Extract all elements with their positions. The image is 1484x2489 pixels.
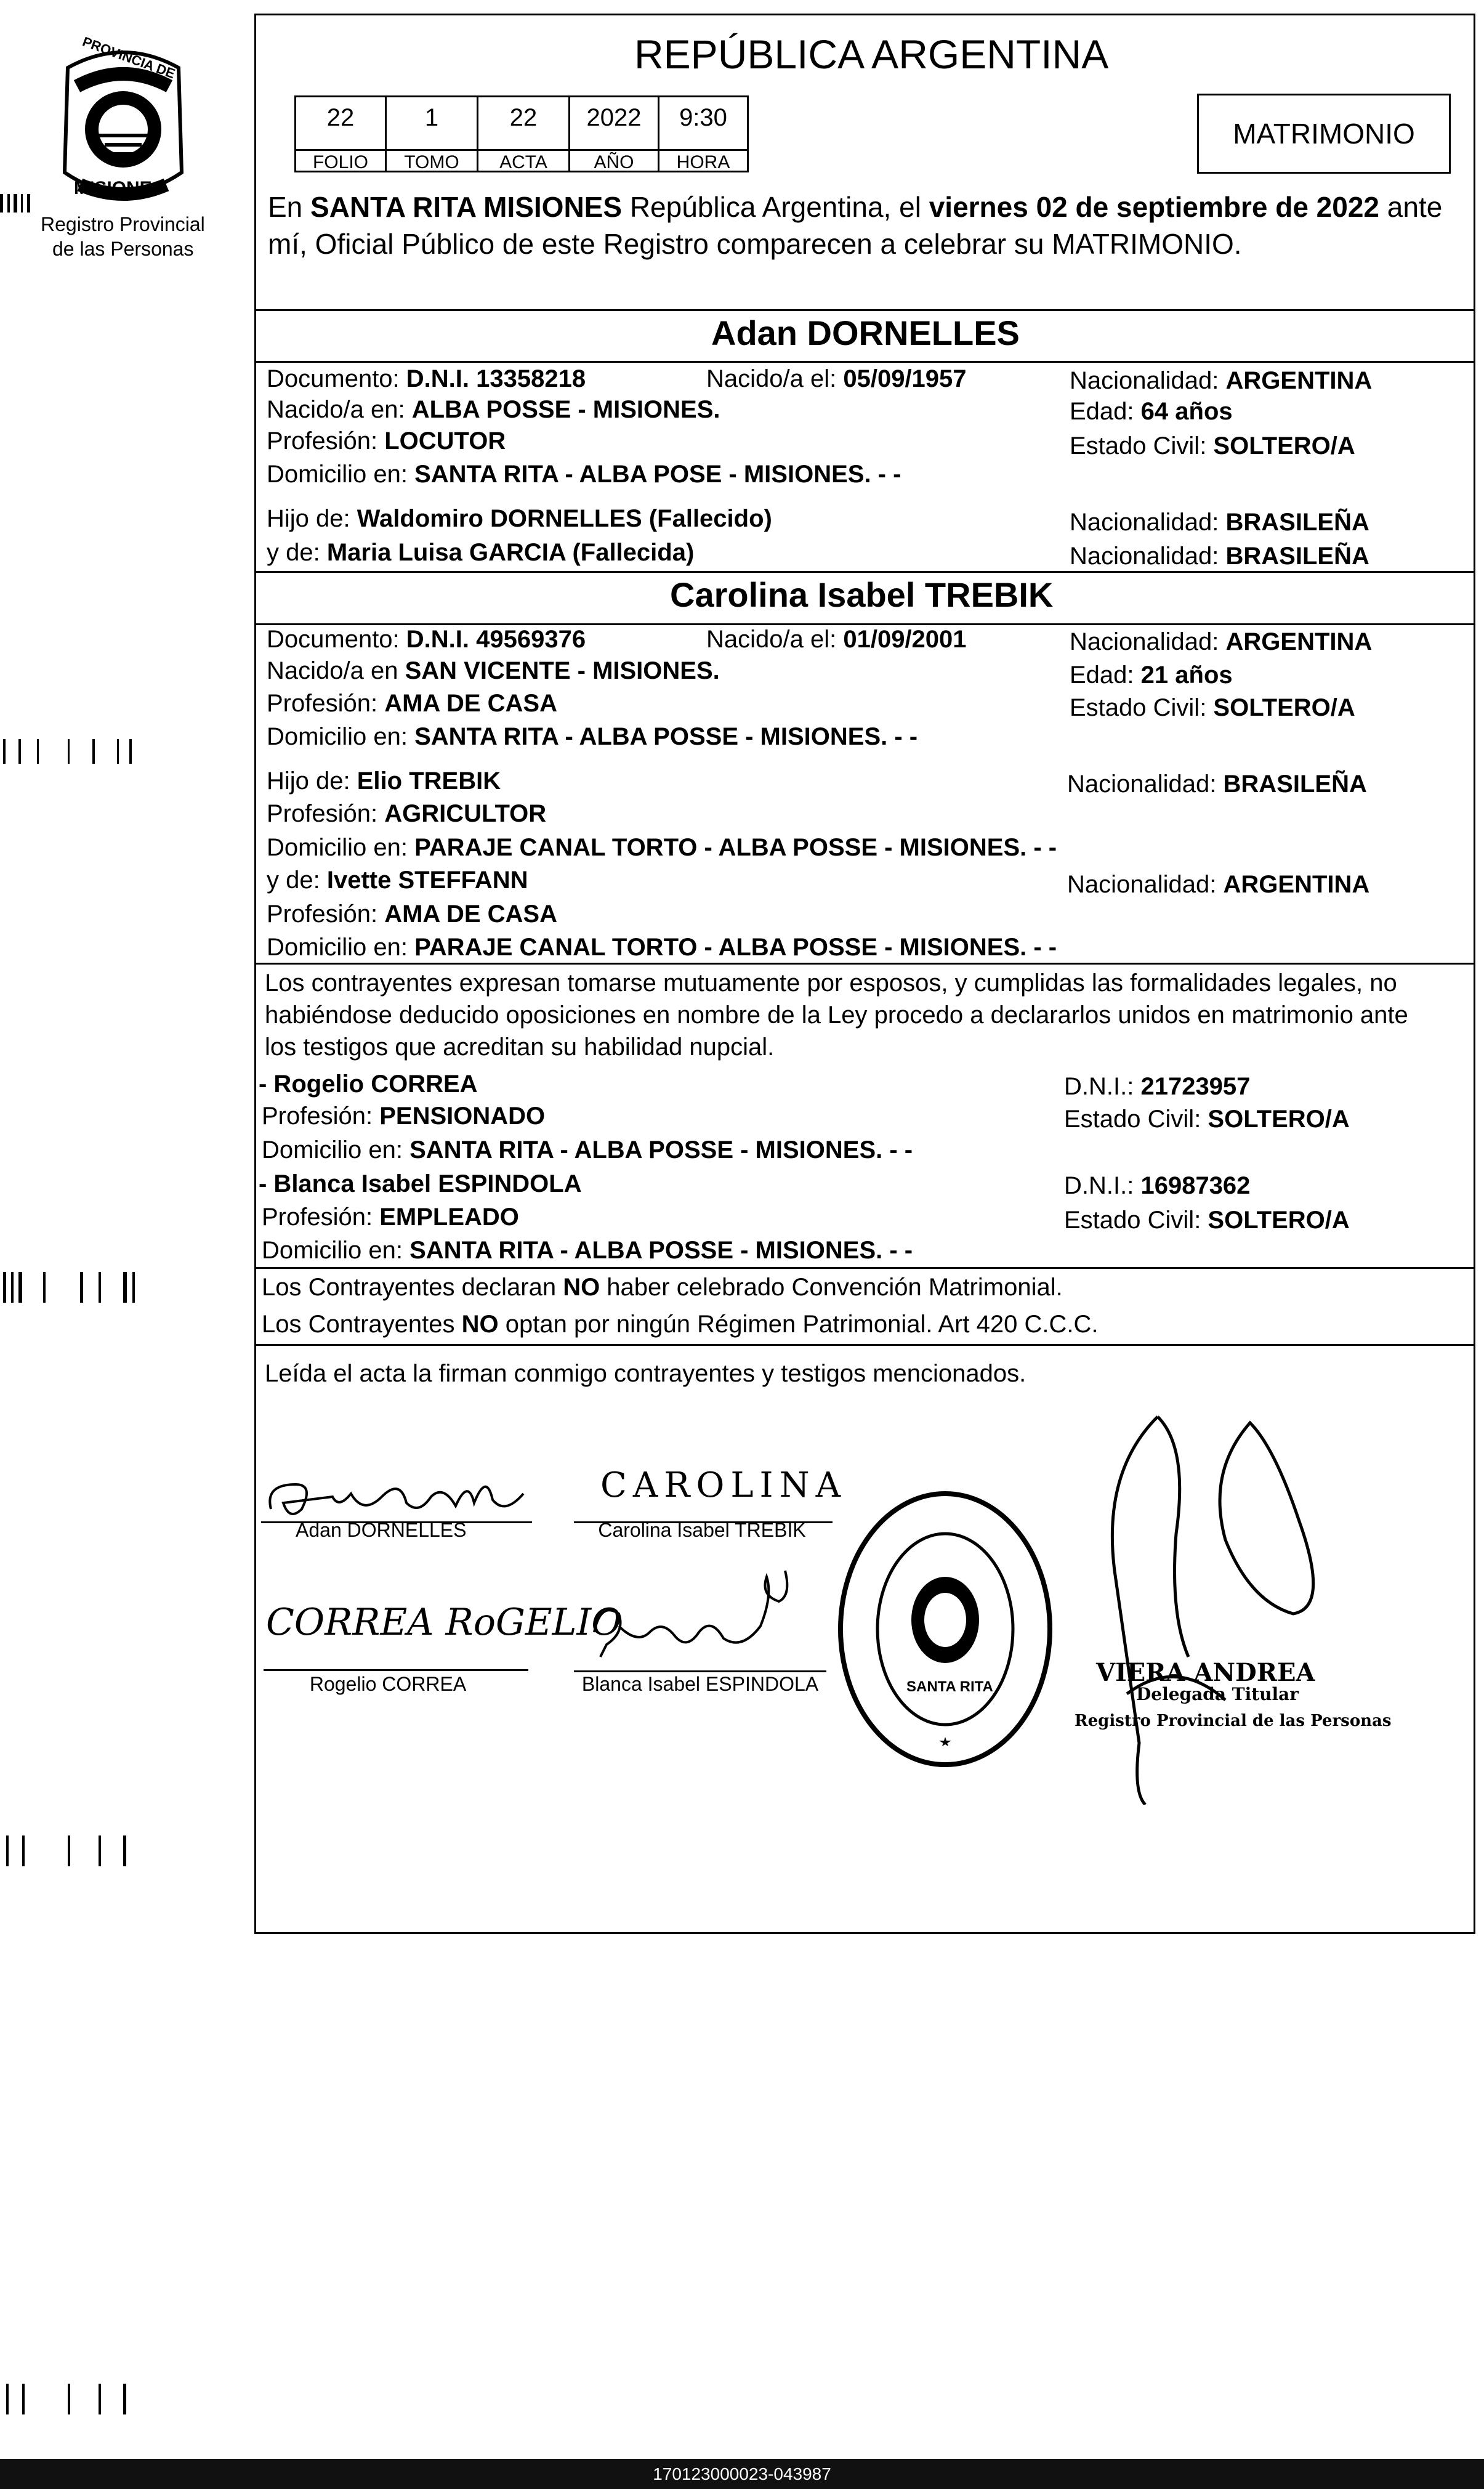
sig-caption-carolina: Carolina Isabel TREBIK <box>598 1519 806 1541</box>
spouse2-nationality: Nacionalidad: ARGENTINA <box>1070 628 1373 655</box>
spouse2-address: Domicilio en: SANTA RITA - ALBA POSSE - MISIONES. - - <box>267 723 918 750</box>
spouse2-name: Carolina Isabel TREBIK <box>670 575 1054 614</box>
country-title: REPÚBLICA ARGENTINA <box>634 31 1109 77</box>
spouse2-birthplace: Nacido/a en SAN VICENTE - MISIONES. <box>267 657 720 684</box>
document-code: 170123000023-043987 <box>0 2459 1484 2489</box>
witness2-dni: D.N.I.: 16987362 <box>1064 1172 1251 1199</box>
spouse1-mother: y de: Maria Luisa GARCIA (Fallecida) <box>267 539 695 566</box>
spouse1-birthdate: Nacido/a el: 05/09/1957 <box>706 365 967 392</box>
sig-caption-adan: Adan DORNELLES <box>296 1519 467 1541</box>
signature-line <box>574 1670 826 1672</box>
record-type: MATRIMONIO <box>1233 118 1415 150</box>
signature-line <box>264 1669 528 1671</box>
spouse1-civil-status: Estado Civil: SOLTERO/A <box>1070 432 1355 459</box>
margin-mark <box>0 1269 166 1306</box>
official-office: Registro Provincial de las Personas <box>1075 1712 1392 1730</box>
official-name: VIERA ANDREA <box>1096 1658 1315 1687</box>
witness1-civil-status: Estado Civil: SOLTERO/A <box>1064 1106 1350 1133</box>
spouse2-profession: Profesión: AMA DE CASA <box>267 690 557 717</box>
divider <box>254 571 1475 573</box>
divider <box>254 361 1475 363</box>
year-value: 2022 <box>568 95 659 151</box>
spouse1-father-nationality: Nacionalidad: BRASILEÑA <box>1070 509 1369 536</box>
folio-label: FOLIO <box>294 149 387 172</box>
witness2-profession: Profesión: EMPLEADO <box>262 1204 519 1231</box>
intro-line1: En SANTA RITA MISIONES República Argentina, el viernes 02 de septiembre de 2022 ante <box>268 191 1443 223</box>
spouse2-mother-profession: Profesión: AMA DE CASA <box>267 900 557 928</box>
spouse2-father-profession: Profesión: AGRICULTOR <box>267 800 547 827</box>
registry-line2: de las Personas <box>52 238 194 260</box>
witness2-address: Domicilio en: SANTA RITA - ALBA POSSE - MISIONES. - - <box>262 1237 913 1264</box>
signature-rogelio: CORREA RoGELIO <box>266 1601 622 1644</box>
spouse1-father: Hijo de: Waldomiro DORNELLES (Fallecido) <box>267 505 772 532</box>
tomo-value: 1 <box>385 95 478 151</box>
logo-bottom-text: MISIONES <box>74 178 164 198</box>
spouse2-age: Edad: 21 años <box>1070 662 1233 689</box>
margin-mark <box>0 2381 166 2418</box>
sig-caption-blanca: Blanca Isabel ESPINDOLA <box>581 1673 819 1695</box>
spouse1-age: Edad: 64 años <box>1070 398 1233 425</box>
year-label: AÑO <box>568 149 659 172</box>
record-type-box <box>1197 94 1451 174</box>
spouse1-mother-nationality: Nacionalidad: BRASILEÑA <box>1070 543 1369 570</box>
intro-line2: mí, Oficial Público de este Registro comparecen a celebrar su MATRIMONIO. <box>268 228 1242 260</box>
witness1-profession: Profesión: PENSIONADO <box>262 1103 546 1130</box>
margin-mark <box>0 1832 166 1869</box>
closing-text: Leída el acta la firman conmigo contrayentes y testigos mencionados. <box>265 1360 1026 1387</box>
official-title: Delegada Titular <box>1136 1684 1299 1704</box>
registry-line1: Registro Provincial <box>41 213 205 235</box>
spouse2-father: Hijo de: Elio TREBIK <box>267 767 501 795</box>
witness1-name: - Rogelio CORREA <box>259 1070 478 1098</box>
spouse1-profession: Profesión: LOCUTOR <box>267 427 506 455</box>
convention-line: Los Contrayentes declaran NO haber celebrado Convención Matrimonial. <box>262 1274 1063 1301</box>
signature-blanca <box>582 1558 816 1675</box>
stamp-center-text: SANTA RITA <box>906 1678 993 1695</box>
signature-official <box>1065 1398 1385 1805</box>
signature-carolina: CAROLINA <box>600 1465 847 1505</box>
spouse2-civil-status: Estado Civil: SOLTERO/A <box>1070 694 1355 721</box>
sig-caption-rogelio: Rogelio CORREA <box>309 1673 467 1695</box>
margin-mark <box>0 191 43 216</box>
logo-top-text: PROVINCIA DE <box>80 33 177 82</box>
spouse2-document: Documento: D.N.I. 49569376 <box>267 626 586 653</box>
regime-line: Los Contrayentes NO optan por ningún Régimen Patrimonial. Art 420 C.C.C. <box>262 1311 1099 1338</box>
folio-value: 22 <box>294 95 387 151</box>
margin-mark <box>0 736 166 767</box>
spouse2-father-address: Domicilio en: PARAJE CANAL TORTO - ALBA POSSE - MISIONES. - - <box>267 834 1057 861</box>
witness1-address: Domicilio en: SANTA RITA - ALBA POSSE - MISIONES. - - <box>262 1136 913 1164</box>
divider <box>254 1344 1475 1346</box>
declaration-line3: los testigos que acreditan su habilidad nupcial. <box>265 1034 775 1061</box>
spouse1-nationality: Nacionalidad: ARGENTINA <box>1070 367 1373 394</box>
divider <box>254 309 1475 311</box>
spouse1-name: Adan DORNELLES <box>711 314 1020 352</box>
spouse2-birthdate: Nacido/a el: 01/09/2001 <box>706 626 967 653</box>
tomo-label: TOMO <box>385 149 478 172</box>
spouse2-father-nationality: Nacionalidad: BRASILEÑA <box>1067 771 1367 798</box>
divider <box>254 963 1475 965</box>
spouse2-mother: y de: Ivette STEFFANN <box>267 867 528 894</box>
spouse1-birthplace: Nacido/a en: ALBA POSSE - MISIONES. <box>267 396 720 423</box>
witness1-dni: D.N.I.: 21723957 <box>1064 1073 1251 1100</box>
time-label: HORA <box>658 149 749 172</box>
declaration-line2: habiéndose deducido oposiciones en nombre de la Ley procedo a declararlos unidos en matrimonio ante <box>265 1002 1408 1029</box>
witness2-name: - Blanca Isabel ESPINDOLA <box>259 1170 582 1197</box>
acta-value: 22 <box>477 95 570 151</box>
acta-label: ACTA <box>477 149 570 172</box>
divider <box>254 1267 1475 1269</box>
spouse2-mother-address: Domicilio en: PARAJE CANAL TORTO - ALBA POSSE - MISIONES. - - <box>267 934 1057 961</box>
spouse1-document: Documento: D.N.I. 13358218 <box>267 365 586 392</box>
spouse1-address: Domicilio en: SANTA RITA - ALBA POSE - MISIONES. - - <box>267 461 901 488</box>
declaration-line1: Los contrayentes expresan tomarse mutuamente por esposos, y cumplidas las formalidades legales, no <box>265 969 1397 997</box>
spouse2-mother-nationality: Nacionalidad: ARGENTINA <box>1067 871 1370 898</box>
time-value: 9:30 <box>658 95 749 151</box>
signature-adan <box>259 1460 542 1528</box>
witness2-civil-status: Estado Civil: SOLTERO/A <box>1064 1207 1350 1234</box>
